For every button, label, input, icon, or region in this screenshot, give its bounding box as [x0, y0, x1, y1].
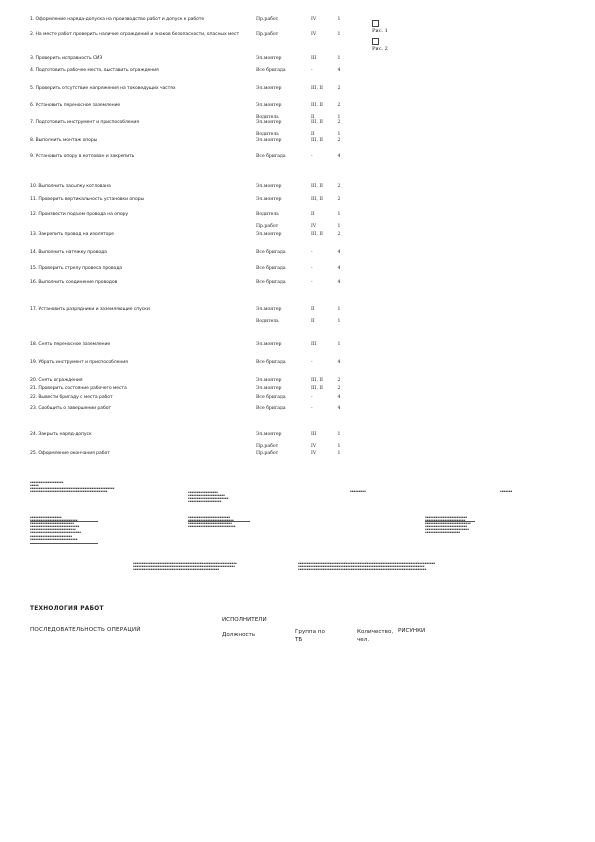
performer-cell-value: Водитель: [256, 131, 279, 137]
operation-text: 14. Выполнить натяжку провода: [30, 250, 107, 255]
group-cell-value: II: [311, 307, 315, 312]
operation-text: 22. Вывести бригаду с места работ: [30, 395, 113, 400]
quantity-cell: [334, 86, 344, 92]
quantity-cell: [334, 406, 344, 412]
quantity-cell: [334, 32, 344, 38]
operation-text: 9. Установить опору в котлован и закрепить: [30, 154, 135, 159]
performer-cell: [256, 138, 304, 144]
operation-text: 8. Выполнить монтаж опоры: [30, 138, 98, 143]
operation-text: 12. Произвести подъем провода на опору: [30, 212, 128, 217]
group-cell-value: IV: [311, 443, 317, 449]
quantity-cell-value: 2: [337, 378, 341, 383]
operation-text: 18. Снять переносное заземление: [30, 342, 111, 347]
performer-cell: [256, 17, 304, 23]
quantity-cell: [334, 360, 344, 366]
quantity-cell: [334, 184, 344, 190]
group-cell-value: II: [311, 212, 315, 217]
quantity-cell: [334, 232, 344, 238]
quantity-cell: [334, 266, 344, 272]
quantity-cell-value: 4: [337, 280, 341, 285]
performer-cell: [256, 280, 304, 286]
quantity-cell: [334, 307, 344, 324]
operation-text: 11. Проверить вертикальность установки опоры: [30, 197, 144, 202]
quantity-cell-value: 1: [337, 223, 341, 229]
operation-text: 7. Подготовить инструмент и приспособления: [30, 120, 139, 125]
quantity-cell-value: 4: [337, 360, 341, 365]
group-cell-value: III, II: [311, 378, 323, 383]
quantity-cell-value: 1: [337, 318, 341, 324]
performer-cell-value: Пр.работ: [256, 223, 279, 229]
operation-text: 15. Проверить стрелу провеса провода: [30, 266, 122, 271]
performer-cell-value: Все бригада: [256, 395, 286, 400]
operation-text: 2. На месте работ проверить наличие ограждений и знаков безопасности, опасных мест: [30, 32, 240, 37]
quantity-cell-value: 2: [337, 86, 341, 91]
quantity-cell: [334, 386, 344, 392]
performer-cell-value: Эл.монтер: [256, 86, 282, 91]
operation-text: 13. Закрепить провод на изоляторе: [30, 232, 114, 237]
operation-text: 25. Оформление окончания работ: [30, 451, 110, 456]
position-heading: Должность: [222, 632, 256, 638]
group-cell-value: II: [311, 114, 315, 120]
quantity-cell-value: 2: [337, 232, 341, 237]
quantity-cell-value: 1: [337, 32, 341, 37]
performer-cell: [256, 197, 304, 203]
group-cell-value: III, II: [311, 184, 323, 189]
group-cell-value: -: [311, 280, 313, 285]
quantity-cell: [334, 451, 344, 457]
group-cell-value: III, II: [311, 386, 323, 391]
performer-cell: [256, 56, 304, 62]
quantity-cell: [334, 103, 344, 120]
performer-cell-value: Эл.монтер: [256, 386, 282, 391]
performer-cell-value: Водитель: [256, 318, 279, 324]
performer-cell: [256, 68, 304, 74]
performer-cell: [256, 342, 304, 348]
group-cell: [311, 86, 333, 92]
group-cell-value: -: [311, 360, 313, 365]
performer-cell-value: Эл.монтер: [256, 307, 282, 312]
quantity-cell-value: 4: [337, 154, 341, 159]
quantity-cell-value: 2: [337, 103, 341, 108]
performer-cell-value: Водитель: [256, 212, 279, 217]
performer-cell-value: Все бригада: [256, 406, 286, 411]
performer-cell-value: Эл.монтер: [256, 432, 282, 437]
group-cell: [311, 406, 333, 412]
group-cell-value: III, II: [311, 138, 323, 143]
section-title: ТЕХНОЛОГИЯ РАБОТ: [30, 606, 104, 612]
performer-cell-value: Пр.работ: [256, 32, 279, 37]
group-cell: [311, 250, 333, 256]
group-cell-value: -: [311, 266, 313, 271]
performer-cell-value: Эл.монтер: [256, 103, 282, 108]
operation-text: 19. Убрать инструмент и приспособления: [30, 360, 128, 365]
performer-cell: [256, 432, 304, 449]
group-cell: [311, 68, 333, 74]
group-cell: [311, 280, 333, 286]
group-cell-value: IV: [311, 32, 317, 37]
quantity-cell-value: 2: [337, 386, 341, 391]
performer-cell-value: Все бригада: [256, 68, 286, 73]
quantity-cell: [334, 342, 344, 348]
figure-ref-2: [372, 38, 388, 52]
performer-cell-value: Все бригада: [256, 266, 286, 271]
group-cell: [311, 212, 333, 229]
group-cell-value: III, II: [311, 103, 323, 108]
quantity-cell-value: 1: [337, 432, 341, 437]
performer-cell: [256, 386, 304, 392]
group-cell: [311, 32, 333, 38]
quantity-cell: [334, 68, 344, 74]
group-cell: [311, 184, 333, 190]
quantity-cell: [334, 197, 344, 203]
group-cell-value: -: [311, 68, 313, 73]
quantity-cell: [334, 432, 344, 449]
performer-cell: [256, 307, 304, 324]
operation-text: 17. Установить разрядники и заземляющие спуски: [30, 307, 150, 312]
performer-cell-value: Все бригада: [256, 154, 286, 159]
operation-text: 10. Выполнить засыпку котлована: [30, 184, 111, 189]
group-cell: [311, 56, 333, 62]
quantity-cell-value: 2: [337, 138, 341, 143]
group-cell: [311, 232, 333, 238]
operation-text: 21. Проверить состояние рабочего места: [30, 386, 127, 391]
quantity-cell-value: 4: [337, 266, 341, 271]
group-cell: [311, 386, 333, 392]
performer-cell: [256, 378, 304, 384]
performer-cell: [256, 184, 304, 190]
performer-cell: [256, 250, 304, 256]
group-cell: [311, 103, 333, 120]
performer-cell: [256, 103, 304, 120]
group-cell-value: -: [311, 154, 313, 159]
figure-label: Рис. 1: [372, 28, 388, 34]
performer-cell: [256, 86, 304, 92]
performer-cell-value: Эл.монтер: [256, 184, 282, 189]
group-cell-value: -: [311, 250, 313, 255]
quantity-cell-value: 1: [337, 114, 341, 120]
quantity-cell-value: 4: [337, 250, 341, 255]
group-cell: [311, 154, 333, 160]
quantity-cell: [334, 395, 344, 401]
group-cell: [311, 378, 333, 384]
quantity-cell-value: 4: [337, 68, 341, 73]
operation-text: 20. Снять ограждения: [30, 378, 83, 383]
performer-cell: [256, 32, 304, 38]
performer-cell-value: Эл.монтер: [256, 378, 282, 383]
performer-cell: [256, 451, 304, 457]
operation-text: 3. Проверить исправность СИЗ: [30, 56, 103, 61]
quantity-cell: [334, 56, 344, 62]
operation-text: 23. Сообщить о завершении работ: [30, 406, 111, 411]
quantity-cell-value: 2: [337, 120, 341, 125]
group-cell: [311, 266, 333, 272]
quantity-cell: [334, 250, 344, 256]
quantity-cell: [334, 280, 344, 286]
group-cell-value: III, II: [311, 86, 323, 91]
performer-cell: [256, 395, 304, 401]
document-page: 1. Оформление наряда-допуска на производство работ и допуск к работе Пр.работ IV 1 2. На месте работ проверить наличие ограждений и знаков безопасности, опасных мест Пр.работ IV 1 3. Проверить исправность СИЗ Эл.монтер III 1 4. Подготовить рабочее место, выставить ограждения Все бригада - 4 5. Проверить отсутствие напряжения на токоведущих частях Эл.монтер III, II 2 6. Установить переносное заземление Эл.монтер Водитель III, II II 2 1 7. Подготовить инструмент и приспособления Эл.монтер Водитель III, II II 2 1 8. Выполнить монтаж опоры Эл.монтер III, II 2 9. Установить опору в котлован и закрепить Все бригада - 4 10. Выполнить засыпку котлована Эл.монтер III, II 2 11. Проверить вертикальность установки опоры Эл.монтер III, II 2 12. Произвести подъем провода на опору Водитель Пр.работ II IV 1 1 13. Закрепить провод на изоляторе Эл.монтер III, II 2 14. Выполнить натяжку провода Все бригада - 4 15. Проверить стрелу провеса провода Все бригада - 4 16. Выполнить соединение проводов Все бригада - 4 17. Установить разрядники и заземляющие спуски Эл.монтер Водитель II II 1 1 18. Снять переносное заземление Эл.монтер III 1 19. Убрать инструмент и приспособления Все бригада - 4 20. Снять ограждения Эл.монтер III, II 2 21. Проверить состояние рабочего места Эл.монтер III, II 2 22. Вывести бригаду с места работ Все бригада - 4 23. Сообщить о завершении работ Все бригада - 4 24. Закрыть наряд-допуск Эл.монтер Пр.работ III IV 1 1 25. Оформление окончания работ Пр.работ IV 1 Рис. 1 Рис. 2 ▪▪▪▪▪▪▪▪▪▪▪▪▪▪▪▪▪▪▪ ▪▪▪▪▪ ▪▪▪▪▪▪▪▪▪▪▪▪▪▪▪▪▪▪▪▪▪▪▪▪▪▪▪▪▪▪▪▪▪▪▪▪▪▪▪▪▪▪▪▪▪▪▪▪ ▪▪▪▪▪▪▪▪▪▪▪▪▪▪▪▪▪▪▪▪▪▪▪▪▪▪▪▪▪▪▪▪▪▪▪▪▪▪▪▪▪▪▪▪ ▪▪▪▪▪▪▪▪▪▪▪▪▪▪▪▪▪ ▪▪▪▪▪▪▪▪▪▪▪▪▪▪▪▪▪▪▪▪▪ ▪▪▪▪▪▪▪▪▪▪▪▪▪▪▪▪▪▪▪▪▪▪▪ ▪▪▪▪▪▪▪▪▪▪▪▪▪▪▪▪▪▪▪ ▪▪▪▪▪▪▪▪▪ ▪▪▪▪▪▪▪ ▪▪▪▪▪▪▪▪▪▪▪▪▪▪▪▪▪▪ ▪▪▪▪▪▪▪▪▪▪▪▪▪▪▪▪▪▪▪▪▪▪▪▪▪▪▪ ▪▪▪▪▪▪▪▪▪▪▪▪▪▪▪▪▪▪▪▪▪▪▪▪▪ ▪▪▪▪▪▪▪▪▪▪▪▪▪▪▪▪▪▪▪▪▪▪▪▪▪▪▪▪ ▪▪▪▪▪▪▪▪▪▪▪▪▪▪▪▪▪▪▪▪▪▪▪▪▪▪ ▪▪▪▪▪▪▪▪▪▪▪▪▪▪▪▪▪▪▪▪▪▪▪▪▪▪▪▪▪ ▪▪▪▪▪▪▪▪▪▪▪▪▪▪▪▪▪▪▪▪▪▪▪▪ ▪▪▪▪▪▪▪▪▪▪▪▪▪▪▪▪▪▪▪▪▪▪▪▪▪▪▪ ▪▪▪▪▪▪▪▪▪▪▪▪▪▪▪▪▪▪▪▪▪▪▪▪ ▪▪▪▪▪▪▪▪▪▪▪▪▪▪▪▪▪▪▪▪▪▪▪▪▪▪ ▪▪▪▪▪▪▪▪▪▪▪▪▪▪▪▪▪▪▪▪▪▪▪▪▪ ▪▪▪▪▪▪▪▪▪▪▪▪▪▪▪▪▪▪▪▪▪▪▪▪▪▪▪ ▪▪▪▪▪▪▪▪▪▪▪▪▪▪▪▪▪▪▪▪▪▪▪▪ ▪▪▪▪▪▪▪▪▪▪▪▪▪▪▪▪▪▪▪▪▪▪▪ ▪▪▪▪▪▪▪▪▪▪▪▪▪▪▪▪▪▪▪▪▪▪▪▪▪▪ ▪▪▪▪▪▪▪▪▪▪▪▪▪▪▪▪▪▪▪▪▪▪▪▪ ▪▪▪▪▪▪▪▪▪▪▪▪▪▪▪▪▪▪▪▪▪▪▪▪▪ ▪▪▪▪▪▪▪▪▪▪▪▪▪▪▪▪▪▪▪▪ ▪▪▪▪▪▪▪▪▪▪▪▪▪▪▪▪▪▪▪▪▪▪▪▪▪▪▪▪▪▪▪▪▪▪▪▪▪▪▪▪▪▪▪▪▪▪▪▪▪▪▪▪▪▪▪▪▪▪▪ ▪▪▪▪▪▪▪▪▪▪▪▪▪▪▪▪▪▪▪▪▪▪▪▪▪▪▪▪▪▪▪▪▪▪▪▪▪▪▪▪▪▪▪▪▪▪▪▪▪▪▪▪▪▪▪▪▪▪ ▪▪▪▪▪▪▪▪▪▪▪▪▪▪▪▪▪▪▪▪▪▪▪▪▪▪▪▪▪▪▪▪▪▪▪▪▪▪▪▪▪▪▪▪▪▪▪▪▪ ▪▪▪▪▪▪▪▪▪▪▪▪▪▪▪▪▪▪▪▪▪▪▪▪▪▪▪▪▪▪▪▪▪▪▪▪▪▪▪▪▪▪▪▪▪▪▪▪▪▪▪▪▪▪▪▪▪▪▪▪▪▪▪▪▪▪▪▪▪▪▪▪▪▪▪▪▪▪ ▪▪▪▪▪▪▪▪▪▪▪▪▪▪▪▪▪▪▪▪▪▪▪▪▪▪▪▪▪▪▪▪▪▪▪▪▪▪▪▪▪▪▪▪▪▪▪▪▪▪▪▪▪▪▪▪▪▪▪▪▪▪▪▪▪▪▪▪▪▪▪▪ ▪▪▪▪▪▪▪▪▪▪▪▪▪▪▪▪▪▪▪▪▪▪▪▪▪▪▪▪▪▪▪▪▪▪▪▪▪▪▪▪▪▪▪▪▪▪▪▪▪▪▪▪▪▪▪▪▪▪▪▪▪▪▪▪▪▪▪▪▪▪▪▪▪ ТЕХНОЛОГИЯ РАБОТ ПОСЛЕДОВАТЕЛЬНОСТЬ ОПЕРАЦИЙ ИСПОЛНИТЕЛИ Должность Группа по ТБ Количество, чел. РИСУНКИ: [30, 17, 513, 643]
sequence-heading: ПОСЛЕДОВАТЕЛЬНОСТЬ ОПЕРАЦИЙ: [30, 627, 141, 633]
group-cell-value: II: [311, 131, 315, 137]
quantity-cell-value: 1: [337, 342, 341, 347]
group-cell-value: II: [311, 318, 315, 324]
group-cell-value: III, II: [311, 197, 323, 202]
performer-cell-value: Все бригада: [256, 360, 286, 365]
performer-cell: [256, 360, 304, 366]
quantity-cell-value: 2: [337, 197, 341, 202]
group-cell-value: IV: [311, 17, 317, 22]
quantity-cell-value: 1: [337, 212, 341, 217]
group-cell: [311, 120, 333, 137]
quantity-cell: [334, 212, 344, 229]
quantity-cell-value: 1: [337, 131, 341, 137]
group-cell-value: -: [311, 406, 313, 411]
quantity-cell-value: 1: [337, 17, 341, 22]
quantity-cell-value: 2: [337, 184, 341, 189]
figure-label: Рис. 2: [372, 46, 388, 52]
group-cell: [311, 342, 333, 348]
drawings-heading: РИСУНКИ: [398, 628, 426, 634]
operation-text: 5. Проверить отсутствие напряжения на токоведущих частях: [30, 86, 176, 91]
quantity-cell-value: 4: [337, 406, 341, 411]
performer-cell: [256, 212, 304, 229]
group-cell-value: III: [311, 432, 317, 437]
executors-heading: ИСПОЛНИТЕЛИ: [222, 617, 267, 623]
group-cell-value: III, II: [311, 120, 323, 125]
group-cell: [311, 138, 333, 144]
group-cell: [311, 197, 333, 203]
group-cell-value: III, II: [311, 232, 323, 237]
performer-cell-value: Эл.монтер: [256, 56, 282, 61]
quantity-cell: [334, 17, 344, 23]
figure-ref-1: [372, 20, 388, 34]
group-cell-value: IV: [311, 223, 317, 229]
performer-cell: [256, 406, 304, 412]
quantity-cell: [334, 120, 344, 137]
performer-cell-value: Все бригада: [256, 250, 286, 255]
figure-thumbnail-icon: [372, 20, 379, 27]
performer-cell-value: Эл.монтер: [256, 138, 282, 143]
performer-cell-value: Эл.монтер: [256, 120, 282, 125]
group-cell: [311, 307, 333, 324]
performer-cell-value: Пр.работ: [256, 17, 279, 22]
operation-text: 4. Подготовить рабочее место, выставить ограждения: [30, 68, 159, 73]
quantity-cell-value: 1: [337, 451, 341, 456]
group-heading: Группа по ТБ: [295, 629, 325, 643]
quantity-cell-value: 1: [337, 56, 341, 61]
performer-cell: [256, 120, 304, 137]
operation-text: 6. Установить переносное заземление: [30, 103, 121, 108]
group-cell-value: III: [311, 56, 317, 61]
group-cell: [311, 17, 333, 23]
performer-cell-value: Пр.работ: [256, 443, 279, 449]
quantity-heading: Количество, чел.: [357, 629, 394, 643]
group-cell-value: IV: [311, 451, 317, 456]
performer-cell-value: Водитель: [256, 114, 279, 120]
performer-cell: [256, 232, 304, 238]
operation-text: 24. Закрыть наряд-допуск: [30, 432, 92, 437]
quantity-cell-value: 4: [337, 395, 341, 400]
quantity-cell: [334, 138, 344, 144]
operation-text: 16. Выполнить соединение проводов: [30, 280, 118, 285]
quantity-cell: [334, 154, 344, 160]
performer-cell-value: Пр.работ: [256, 451, 279, 456]
group-cell-value: -: [311, 395, 313, 400]
group-cell: [311, 360, 333, 366]
quantity-cell-value: 1: [337, 443, 341, 449]
performer-cell-value: Эл.монтер: [256, 342, 282, 347]
group-cell: [311, 395, 333, 401]
performer-cell: [256, 266, 304, 272]
quantity-cell-value: 1: [337, 307, 341, 312]
performer-cell-value: Эл.монтер: [256, 197, 282, 202]
performer-cell: [256, 154, 304, 160]
figure-thumbnail-icon: [372, 38, 379, 45]
performer-cell-value: Все бригада: [256, 280, 286, 285]
group-cell: [311, 451, 333, 457]
group-cell: [311, 432, 333, 449]
group-cell-value: III: [311, 342, 317, 347]
performer-cell-value: Эл.монтер: [256, 232, 282, 237]
quantity-cell: [334, 378, 344, 384]
operation-text: 1. Оформление наряда-допуска на производство работ и допуск к работе: [30, 17, 205, 22]
